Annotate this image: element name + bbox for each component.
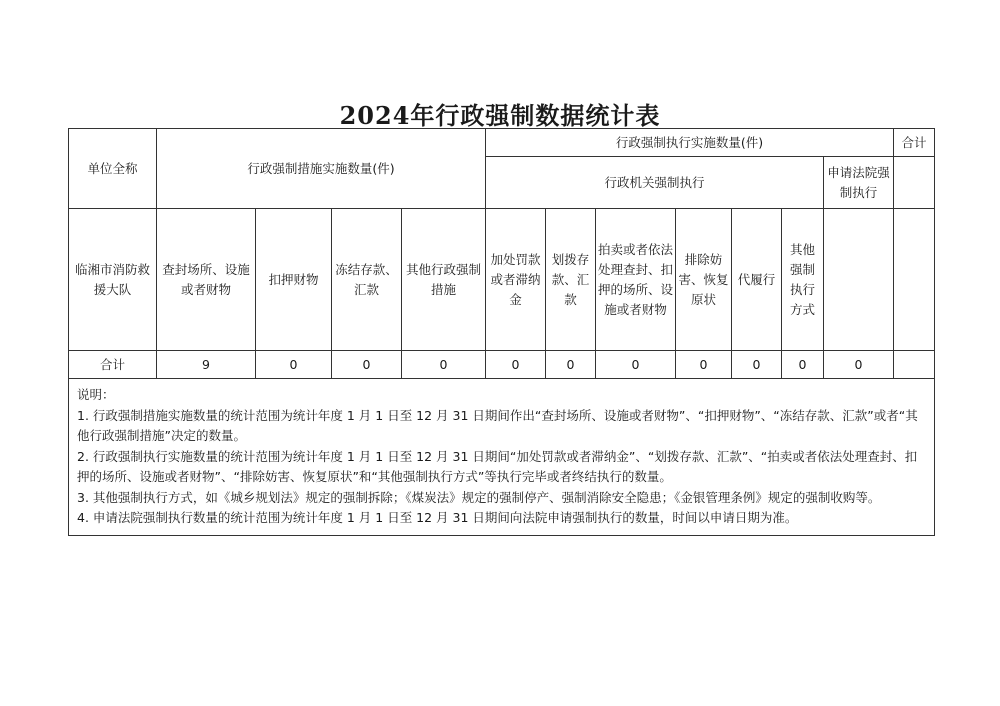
statistics-table	[68, 128, 935, 536]
total-grand-empty	[894, 351, 935, 379]
total-value: 0	[332, 351, 402, 379]
total-value: 0	[596, 351, 676, 379]
page-title: 2024年行政强制数据统计表	[339, 101, 661, 130]
notes-heading: 说明：	[77, 387, 115, 402]
total-value: 0	[402, 351, 486, 379]
header-court-apply: 申请法院强制执行	[824, 157, 894, 209]
col-header-detain: 扣押财物	[256, 209, 332, 351]
col-header-other-measures: 其他行政强制措施	[402, 209, 486, 351]
header-unit: 单位全称	[69, 129, 157, 209]
header-total: 合计	[894, 129, 935, 157]
col-header-substitute: 代履行	[732, 209, 782, 351]
note-item: 2. 行政强制执行实施数量的统计范围为统计年度 1 月 1 日至 12 月 31 日期间“加处罚款或者滞纳金”、“划拨存款、汇款”、“拍卖或者依法处理查封、扣押的场所、设施或者财物”、“排除妨害、恢复原状”和“其他强制执行方式”等执行完毕或者终结执行的数量。	[77, 448, 918, 484]
col-header-total-empty	[894, 209, 935, 351]
total-value: 0	[546, 351, 596, 379]
col-header-fine: 加处罚款或者滞纳金	[486, 209, 546, 351]
note-item: 1. 行政强制措施实施数量的统计范围为统计年度 1 月 1 日至 12 月 31 日期间作出“查封场所、设施或者财物”、“扣押财物”、“冻结存款、汇款”或者“其他行政强制措施”决定的数量。	[77, 407, 918, 443]
total-value: 0	[256, 351, 332, 379]
totals-label: 合计	[69, 351, 157, 379]
col-header-transfer: 划拨存款、汇款	[546, 209, 596, 351]
col-header-other-enforcement: 其他强制执行方式	[782, 209, 824, 351]
note-item: 4. 申请法院强制执行数量的统计范围为统计年度 1 月 1 日至 12 月 31 日期间向法院申请强制执行的数量，时间以申请日期为准。	[77, 510, 798, 525]
totals-row	[69, 351, 935, 379]
header-total-empty	[894, 157, 935, 209]
header-measures-group: 行政强制措施实施数量(件)	[157, 129, 486, 209]
total-value: 0	[732, 351, 782, 379]
col-header-court-empty	[824, 209, 894, 351]
total-value: 0	[486, 351, 546, 379]
unit-name-cell: 临湘市消防救援大队	[69, 209, 157, 351]
total-value: 0	[782, 351, 824, 379]
col-header-freeze: 冻结存款、汇款	[332, 209, 402, 351]
total-value: 0	[824, 351, 894, 379]
col-header-remove-obstruction: 排除妨害、恢复原状	[676, 209, 732, 351]
col-header-auction: 拍卖或者依法处理查封、扣押的场所、设施或者财物	[596, 209, 676, 351]
total-value: 0	[676, 351, 732, 379]
note-item: 3. 其他强制执行方式，如《城乡规划法》规定的强制拆除；《煤炭法》规定的强制停产、强制消除安全隐患；《金银管理条例》规定的强制收购等。	[77, 489, 881, 505]
total-value: 9	[157, 351, 256, 379]
header-enforcement-group: 行政强制执行实施数量(件)	[486, 129, 894, 157]
notes-section	[69, 379, 935, 536]
header-admin-enforcement: 行政机关强制执行	[486, 157, 824, 209]
col-header-seal: 查封场所、设施或者财物	[157, 209, 256, 351]
